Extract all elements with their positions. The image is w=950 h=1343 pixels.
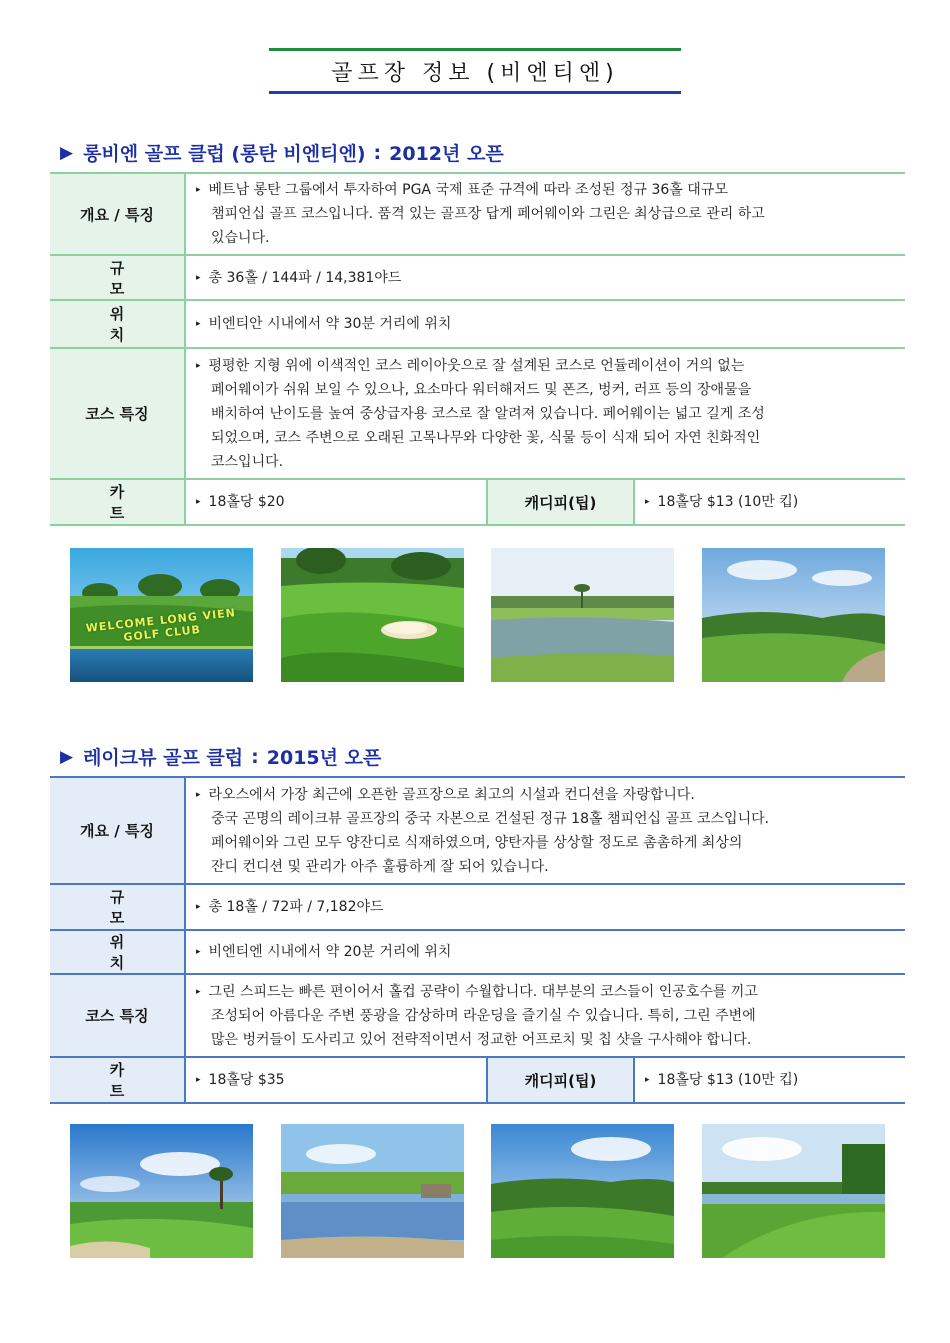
triangle-marker-icon: ▶: [60, 142, 74, 163]
caddie-value: ▸ 18홀당 $13 (10만 킵): [645, 494, 799, 510]
row-location: [50, 930, 905, 974]
club-info-table-longvien: [50, 172, 905, 526]
overview-value: ▸ 베트남 롱탄 그룹에서 투자하여 PGA 국제 표준 규격에 따라 조성된 정규 36홀 대규모 챔피언십 골프 코스입니다. 품격 있는 골프장 답게 페어웨이와 그린은 최상급으로 관리 하고 있습니다.: [196, 182, 765, 246]
bullet-icon: ▸: [196, 986, 201, 997]
cart-value: ▸ 18홀당 $20: [185, 479, 487, 525]
scale-value: ▸ 총 36홀 / 144파 / 14,381야드: [196, 269, 402, 286]
row-location: [50, 300, 905, 348]
row-course-features: [50, 974, 905, 1057]
bullet-icon: ▸: [196, 789, 201, 800]
caddie-value: ▸ 18홀당 $13 (10만 킵): [645, 1072, 799, 1088]
club-name: 레이크뷰 골프 클럽: [83, 747, 244, 769]
bullet-icon: ▸: [196, 497, 201, 507]
location-label: 위 치: [50, 300, 185, 348]
club-opening: 2012년 오픈: [389, 143, 504, 165]
bullet-icon: ▸: [196, 319, 201, 329]
row-course-features: [50, 348, 905, 479]
bullet-icon: ▸: [196, 947, 201, 957]
photo-longvien-bunker: [281, 548, 464, 682]
overview-value: ▸ 라오스에서 가장 최근에 오픈한 골프장으로 최고의 시설과 컨디션을 자랑합니다. 중국 곤명의 레이크뷰 골프장의 중국 자본으로 건설된 정규 18홀 챔피언십 골프 코스입니다. 페어웨이와 그린 모두 양잔디로 식재하였으며, 양탄자를 상상할 정도로 촘촘하게 최상의 잔디 컨디션 및 관리가 아주 훌륭하게 잘 되어 있습니다.: [196, 786, 770, 875]
bullet-icon: ▸: [196, 272, 201, 283]
course-label: 코스 특징: [50, 348, 185, 479]
course-value: ▸ 그린 스피드는 빠른 편이어서 홀컵 공략이 수월합니다. 대부분의 코스들이 인공호수를 끼고 조성되어 아름다운 주변 풍광을 감상하며 라운딩을 즐기실 수 있습니다. 특히, 그린 주변에 많은 벙커들이 도사리고 있어 전략적이면서 정교한 어프로치 및 칩 샷을 구사해야 합니다.: [196, 983, 758, 1048]
row-scale: [50, 884, 905, 930]
scale-label: 규 모: [50, 255, 185, 300]
row-cart-caddie: [50, 479, 905, 525]
heading-separator: :: [251, 745, 259, 768]
club-opening: 2015년 오픈: [266, 747, 382, 769]
club-info-table-lakeview: [50, 776, 905, 1104]
row-overview: [50, 173, 905, 255]
row-overview: [50, 777, 905, 884]
cart-label: 카 트: [50, 479, 185, 525]
bullet-icon: ▸: [196, 1075, 201, 1085]
caddie-label: 캐디피(팁): [487, 479, 634, 525]
bullet-icon: ▸: [645, 497, 650, 507]
location-value: ▸ 비엔티안 시내에서 약 30분 거리에 위치: [196, 316, 452, 332]
triangle-marker-icon: ▶: [60, 746, 74, 767]
photo-longvien-fairway: [702, 548, 885, 682]
photo-row-lakeview: [70, 1124, 885, 1259]
scale-value: ▸ 총 18홀 / 72파 / 7,182야드: [196, 899, 384, 915]
overview-label: 개요 / 특징: [50, 173, 185, 255]
section-heading-lakeview: [60, 743, 381, 770]
row-cart-caddie: [50, 1057, 905, 1103]
row-scale: [50, 255, 905, 300]
photo-lakeview-green: [70, 1124, 253, 1258]
section-heading-longvien: [60, 139, 504, 166]
location-label: 위 치: [50, 930, 185, 974]
course-label: 코스 특징: [50, 974, 185, 1057]
scale-label: 규 모: [50, 884, 185, 930]
photo-lakeview-lake: [281, 1124, 464, 1258]
caddie-label: 캐디피(팁): [487, 1057, 634, 1103]
bullet-icon: ▸: [196, 185, 201, 195]
course-value: ▸ 평평한 지형 위에 이색적인 코스 레이아웃으로 잘 설계된 코스로 언듈레이션이 거의 없는 페어웨이가 쉬워 보일 수 있으나, 요소마다 워터해저드 및 폰즈, 벙커, 러프 등의 장애물을 배치하여 난이도를 높여 중상급자용 코스로 잘 알려져 있습니다. 페어웨이는 넓고 길게 조성 되었으며, 코스 주변으로 오래된 고목나무와 다양한 꽃, 식물 등이 식재 되어 자연 친화적인 코스입니다.: [196, 357, 765, 470]
photo-row-longvien: [70, 548, 885, 683]
photo-watermark: WELCOME LONG VIEN GOLF CLUB: [85, 606, 237, 644]
cart-value: ▸ 18홀당 $35: [185, 1057, 487, 1103]
overview-label: 개요 / 특징: [50, 777, 185, 884]
bullet-icon: ▸: [196, 902, 201, 912]
heading-separator: :: [373, 141, 382, 164]
cart-label: 카 트: [50, 1057, 185, 1103]
photo-lakeview-tee: [491, 1124, 674, 1258]
photo-longvien-entrance: [70, 548, 253, 682]
page-title: 골프장 정보 (비엔티엔): [269, 48, 681, 94]
photo-lakeview-fairway: [702, 1124, 885, 1258]
photo-longvien-pond: [491, 548, 674, 682]
bullet-icon: ▸: [196, 360, 201, 371]
location-value: ▸ 비엔티엔 시내에서 약 20분 거리에 위치: [196, 944, 452, 960]
bullet-icon: ▸: [645, 1075, 650, 1085]
club-name: 롱비엔 골프 클럽 (롱탄 비엔티엔): [83, 143, 366, 165]
